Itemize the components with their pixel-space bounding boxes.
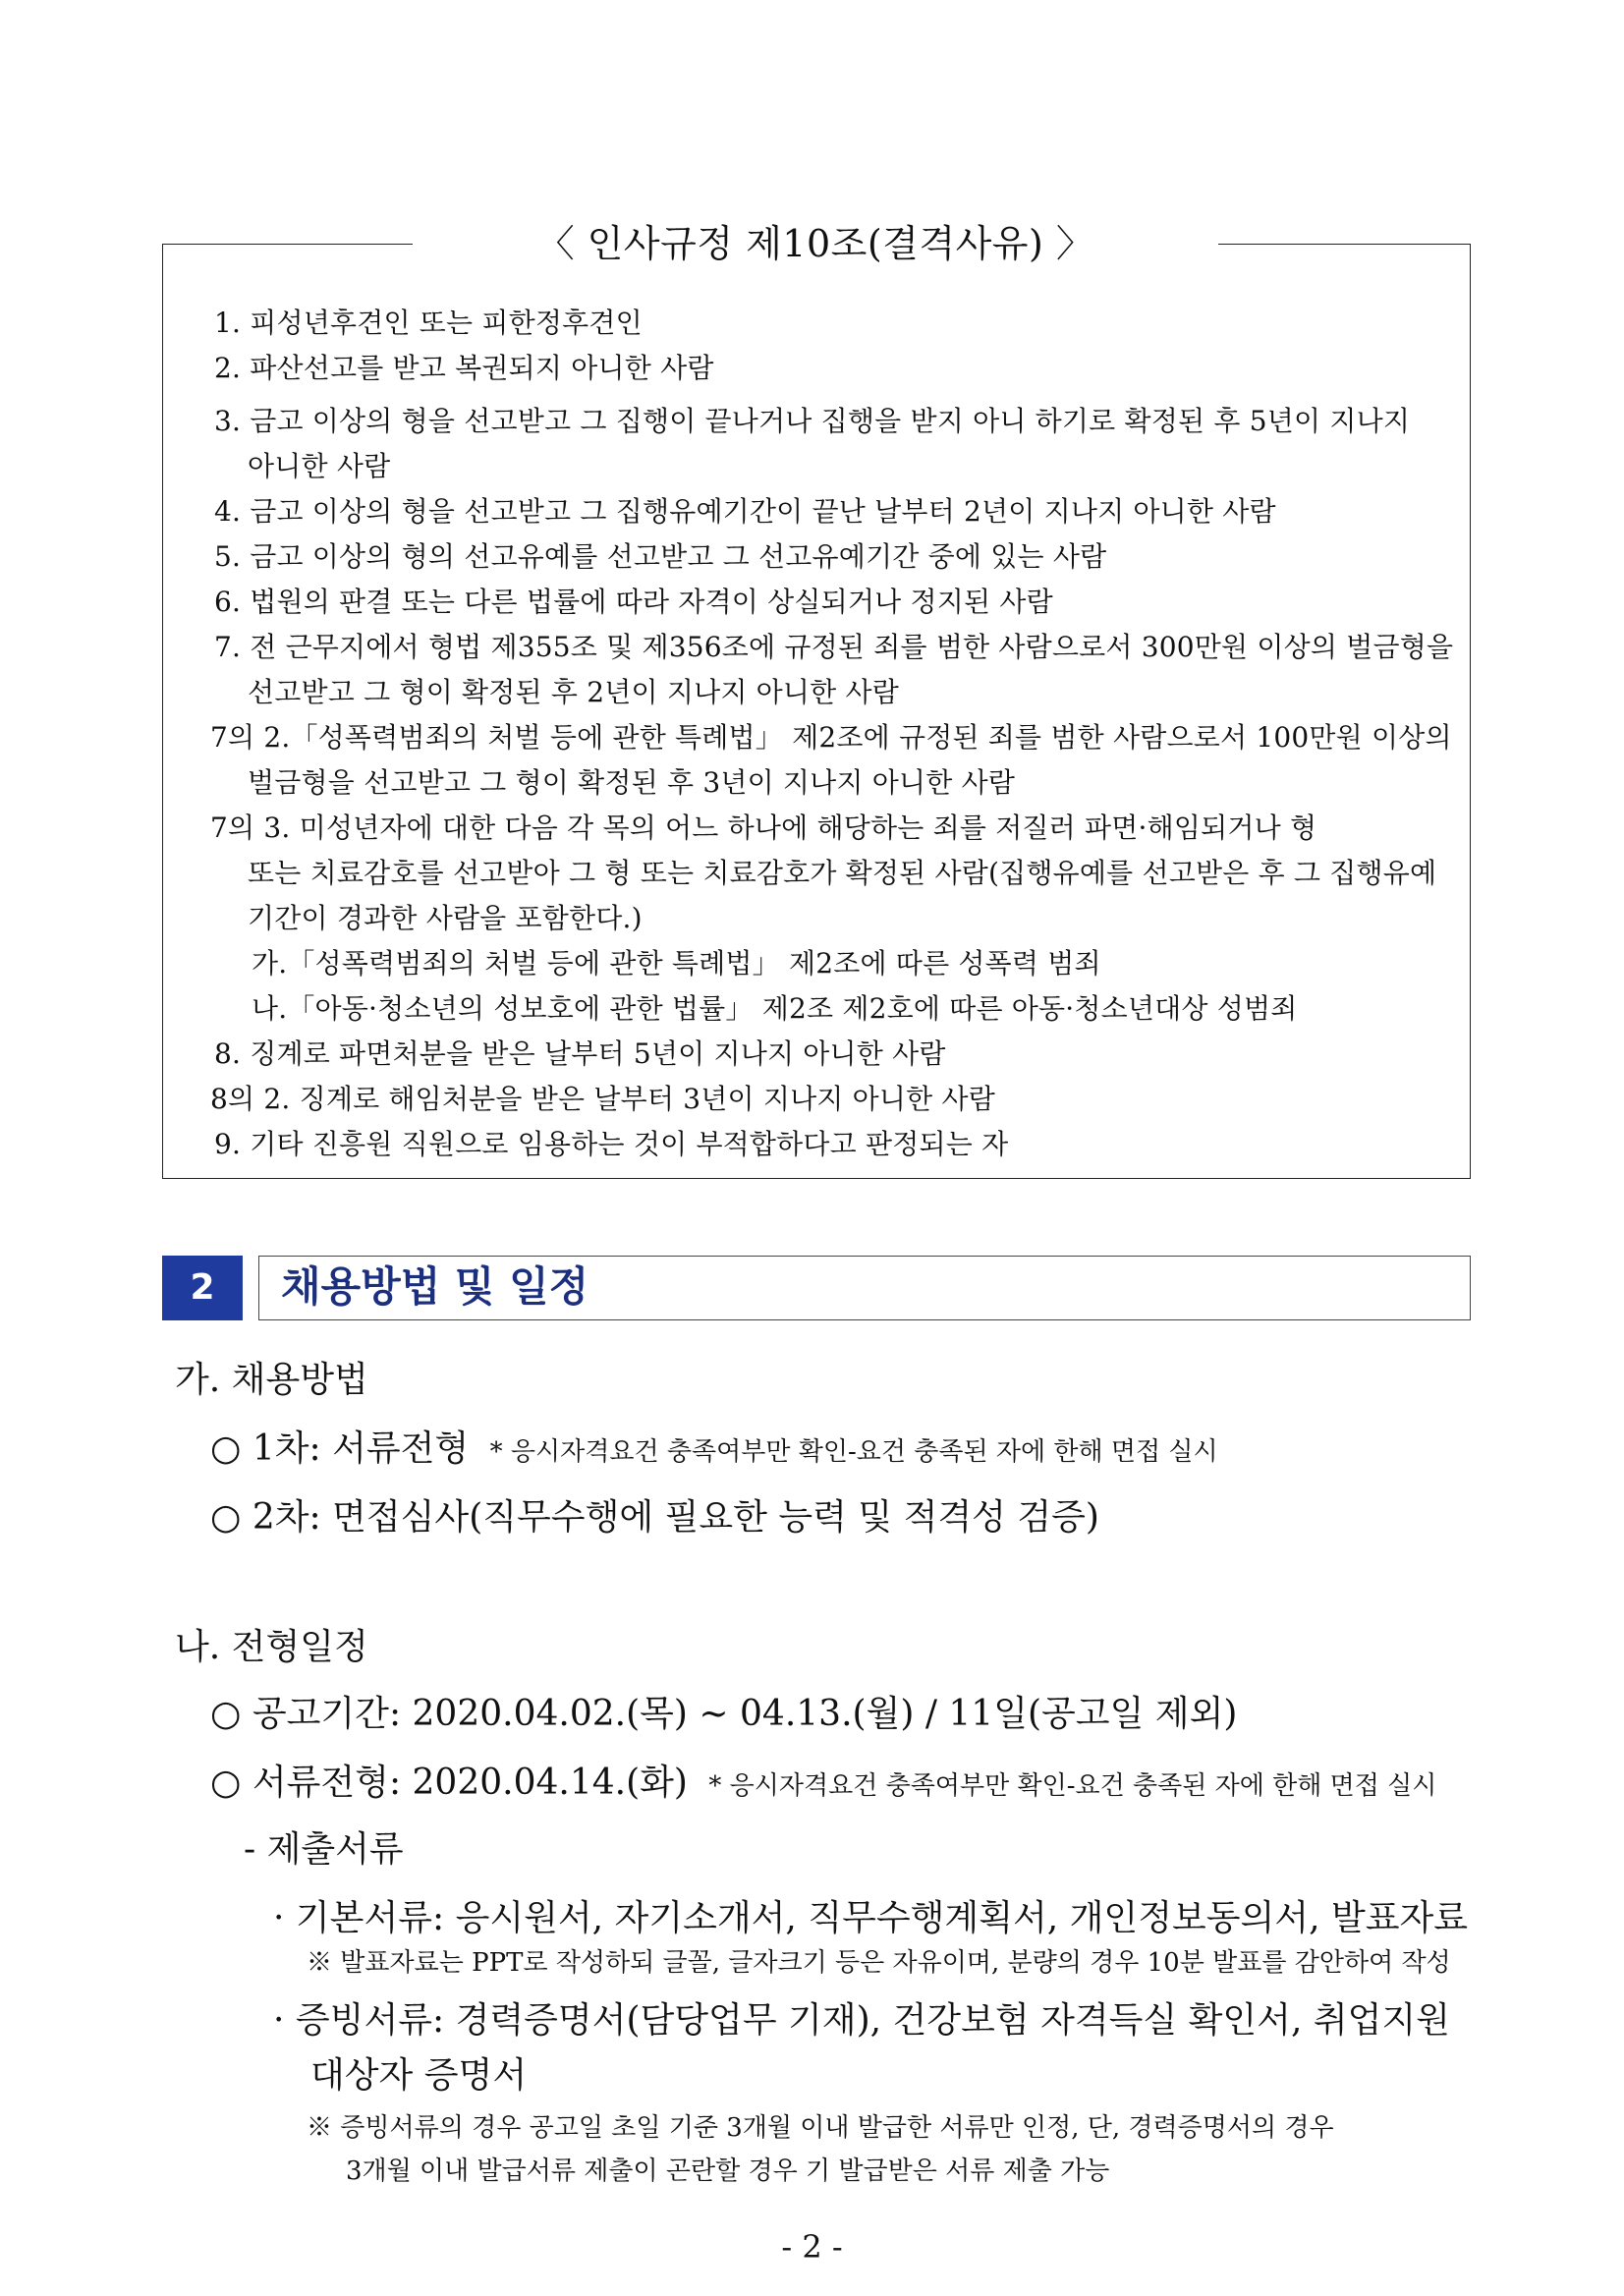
article-item-5: 5. 금고 이상의 형의 선고유예를 선고받고 그 선고유예기간 중에 있는 사람 — [214, 540, 1107, 573]
article-item-7-3-cont-1: 또는 치료감호를 선고받아 그 형 또는 치료감호가 확정된 사람(집행유예를 선고받은 후 그 집행유예 — [248, 857, 1437, 889]
article-subitem-na: 나.「아동·청소년의 성보호에 관한 법률」 제2조 제2호에 따른 아동·청소년대상 성범죄 — [252, 992, 1298, 1025]
article-item-2: 2. 파산선고를 받고 복권되지 아니한 사람 — [214, 352, 714, 384]
section-number: 2 — [162, 1256, 243, 1320]
notice-period: ○ 공고기간: 2020.04.02.(목) ~ 04.13.(월) / 11일(공고일 제외) — [210, 1694, 1238, 1734]
method-first-stage — [210, 1425, 1218, 1477]
article-item-3: 3. 금고 이상의 형을 선고받고 그 집행이 끝나거나 집행을 받지 아니 하기로 확정된 후 5년이 지나지 — [214, 405, 1411, 437]
document-screening — [210, 1759, 1436, 1811]
article-item-1: 1. 피성년후견인 또는 피한정후견인 — [214, 307, 643, 339]
article-item-7-3: 7의 3. 미성년자에 대한 다음 각 목의 어느 하나에 해당하는 죄를 저질러 파면·해임되거나 형 — [210, 812, 1317, 844]
method-first-label: ○ 1차: 서류전형 — [210, 1428, 470, 1469]
article-item-8-2: 8의 2. 징계로 해임처분을 받은 날부터 3년이 지나지 아니한 사람 — [210, 1083, 996, 1115]
article-title: 〈 인사규정 제10조(결격사유) 〉 — [413, 214, 1218, 273]
basic-documents-note: ※ 발표자료는 PPT로 작성하되 글꼴, 글자크기 등은 자유이며, 분량의 경우 10분 발표를 감안하여 작성 — [307, 1948, 1451, 1978]
document-screening-date: ○ 서류전형: 2020.04.14.(화) — [210, 1763, 688, 1803]
article-item-7-cont: 선고받고 그 형이 확정된 후 2년이 지나지 아니한 사람 — [248, 676, 900, 708]
proof-documents-note-1: ※ 증빙서류의 경우 공고일 초일 기준 3개월 이내 발급한 서류만 인정, 단, 경력증명서의 경우 — [307, 2113, 1334, 2143]
document-screening-note: * 응시자격요건 충족여부만 확인-요건 충족된 자에 한해 면접 실시 — [708, 1771, 1437, 1801]
proof-documents-note-2: 3개월 이내 발급서류 제출이 곤란할 경우 기 발급받은 서류 제출 가능 — [346, 2156, 1110, 2186]
section-title: 채용방법 및 일정 — [258, 1256, 1471, 1320]
method-second-stage: ○ 2차: 면접심사(직무수행에 필요한 능력 및 적격성 검증) — [210, 1497, 1099, 1538]
method-heading: 가. 채용방법 — [175, 1360, 368, 1400]
article-item-7-2: 7의 2.「성폭력범죄의 처벌 등에 관한 특례법」 제2조에 규정된 죄를 범한 사람으로서 100만원 이상의 — [210, 721, 1452, 754]
article-item-8: 8. 징계로 파면처분을 받은 날부터 5년이 지나지 아니한 사람 — [214, 1037, 946, 1070]
method-first-note: * 응시자격요건 충족여부만 확인-요건 충족된 자에 한해 면접 실시 — [489, 1437, 1218, 1467]
page-number: - 2 - — [781, 2228, 843, 2266]
article-subitem-ga: 가.「성폭력범죄의 처벌 등에 관한 특례법」 제2조에 따른 성폭력 범죄 — [252, 947, 1101, 980]
article-item-9: 9. 기타 진흥원 직원으로 임용하는 것이 부적합하다고 판정되는 자 — [214, 1128, 1009, 1160]
proof-documents-line-1: · 증빙서류: 경력증명서(담당업무 기재), 건강보험 자격득실 확인서, 취업지원 — [273, 2000, 1450, 2041]
article-item-3-cont: 아니한 사람 — [248, 450, 391, 482]
article-item-7-2-cont: 벌금형을 선고받고 그 형이 확정된 후 3년이 지나지 아니한 사람 — [248, 766, 1016, 799]
article-item-7: 7. 전 근무지에서 형법 제355조 및 제356조에 규정된 죄를 범한 사람으로서 300만원 이상의 벌금형을 — [214, 631, 1454, 663]
basic-documents: · 기본서류: 응시원서, 자기소개서, 직무수행계획서, 개인정보동의서, 발표자료 — [273, 1898, 1469, 1938]
proof-documents-line-2: 대상자 증명서 — [310, 2055, 528, 2096]
schedule-heading: 나. 전형일정 — [175, 1627, 368, 1667]
submit-docs-heading: - 제출서류 — [244, 1829, 404, 1870]
article-item-4: 4. 금고 이상의 형을 선고받고 그 집행유예기간이 끝난 날부터 2년이 지나지 아니한 사람 — [214, 495, 1276, 528]
article-item-7-3-cont-2: 기간이 경과한 사람을 포함한다.) — [248, 902, 643, 934]
article-item-6: 6. 법원의 판결 또는 다른 법률에 따라 자격이 상실되거나 정지된 사람 — [214, 586, 1053, 618]
